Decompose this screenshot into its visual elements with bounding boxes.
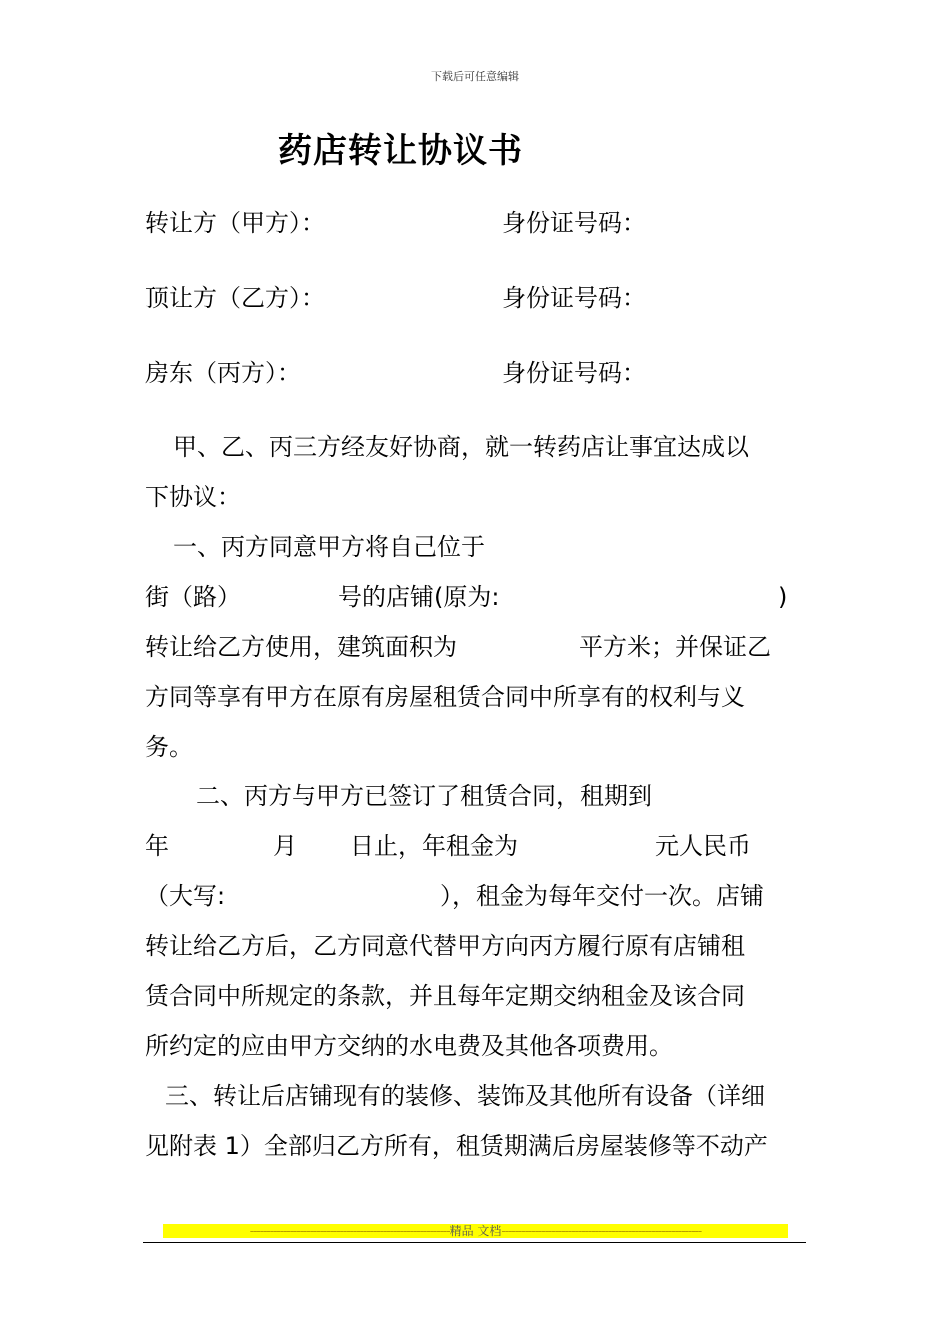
- clause-2-month: 月: [273, 832, 297, 860]
- clause-2-currency: 元人民币: [655, 832, 751, 860]
- clause-2-line-4: 转让给乙方后，乙方同意代替甲方向丙方履行原有店铺租: [145, 932, 745, 960]
- party-b-id-label: 身份证号码：: [502, 284, 646, 312]
- document-title: 药店转让协议书: [278, 131, 523, 171]
- party-c-label: 房东（丙方）：: [145, 359, 301, 387]
- clause-1-line-4: 方同等享有甲方在原有房屋租赁合同中所享有的权利与义: [145, 683, 745, 711]
- clause-1-number-label: 号的店铺(原为:: [338, 583, 500, 611]
- party-a-label: 转让方（甲方）：: [145, 209, 325, 237]
- party-a-id-label: 身份证号码：: [502, 209, 646, 237]
- clause-2-capital-label: （大写:: [145, 882, 226, 910]
- footer-dash-left: ------------------------------------------------------------: [249, 1224, 450, 1238]
- intro-line-1: 甲、乙、丙三方经友好协商，就一转药店让事宜达成以: [173, 433, 749, 461]
- clause-2-line-1: 二、丙方与甲方已签订了租赁合同，租期到: [196, 782, 652, 810]
- footer-label: 精品 文档: [449, 1224, 502, 1238]
- party-c-id-label: 身份证号码：: [502, 359, 646, 387]
- header-note: 下载后可任意编辑: [431, 70, 519, 83]
- intro-line-2: 下协议：: [145, 483, 241, 511]
- clause-1-line-5: 务。: [145, 733, 193, 761]
- clause-2-day-rent: 日止，年租金为: [350, 832, 518, 860]
- clause-1-line-1: 一、丙方同意甲方将自己位于: [173, 533, 485, 561]
- clause-3-line-2: 见附表 1）全部归乙方所有，租赁期满后房屋装修等不动产: [145, 1132, 768, 1160]
- clause-3-line-1: 三、转让后店铺现有的装修、装饰及其他所有设备（详细: [165, 1082, 765, 1110]
- clause-2-line-5: 赁合同中所规定的条款，并且每年定期交纳租金及该合同: [145, 982, 745, 1010]
- clause-2-year: 年: [145, 832, 169, 860]
- clause-2-line-6: 所约定的应由甲方交纳的水电费及其他各项费用。: [145, 1032, 673, 1060]
- clause-1-close-paren: ): [778, 583, 788, 611]
- footer-dash-right: ------------------------------------------------------------: [501, 1224, 702, 1238]
- footer-banner: [163, 1224, 788, 1238]
- party-b-label: 顶让方（乙方）：: [145, 284, 325, 312]
- clause-2-payment-note: ），租金为每年交付一次。店铺: [440, 882, 764, 910]
- clause-1-street-label: 街（路）: [145, 583, 241, 611]
- clause-1-area-unit: 平方米；并保证乙: [579, 633, 771, 661]
- footer-rule: [143, 1242, 806, 1243]
- clause-1-area-label: 转让给乙方使用，建筑面积为: [145, 633, 457, 661]
